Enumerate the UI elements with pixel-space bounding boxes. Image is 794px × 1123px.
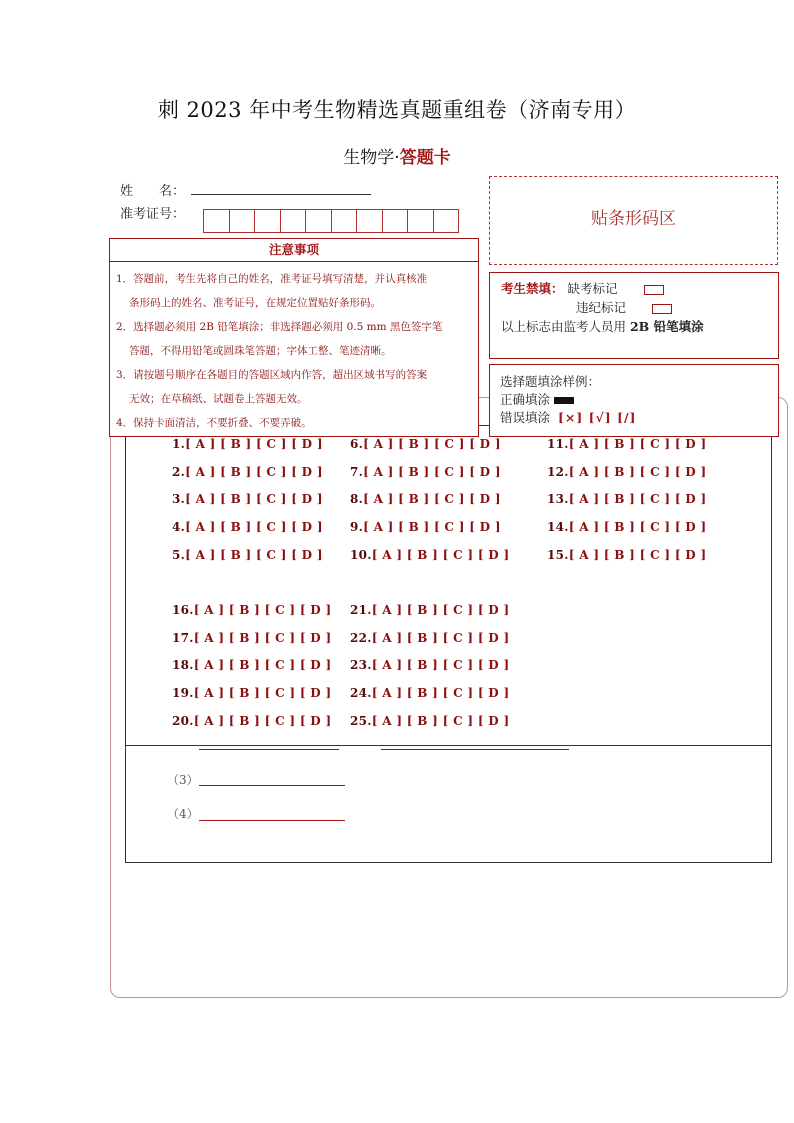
notice-item bbox=[116, 315, 472, 363]
mcq-question-number: 25. bbox=[350, 713, 372, 728]
mcq-question-number: 13. bbox=[547, 492, 569, 507]
mcq-choices[interactable]: [ A ] [ B ] [ C ] [ D ] bbox=[363, 437, 501, 451]
mcq-question-number: 7. bbox=[350, 464, 364, 479]
subtitle-highlight: 答题卡 bbox=[399, 148, 451, 168]
exam-id-boxes bbox=[204, 209, 459, 233]
mcq-question-number: 4. bbox=[172, 520, 186, 535]
mcq-question[interactable] bbox=[172, 548, 323, 562]
mcq-question-number: 17. bbox=[172, 630, 194, 645]
exam-id-box[interactable] bbox=[331, 209, 358, 233]
mcq-question[interactable] bbox=[350, 437, 501, 451]
mcq-question[interactable] bbox=[172, 631, 331, 645]
exam-id-box[interactable] bbox=[229, 209, 256, 233]
mcq-question-number: 5. bbox=[172, 547, 186, 562]
mcq-choices[interactable]: [ A ] [ B ] [ C ] [ D ] bbox=[371, 686, 510, 701]
mcq-question-number: 14. bbox=[547, 520, 569, 535]
mcq-question-number: 1. bbox=[172, 437, 186, 451]
exam-id-box[interactable] bbox=[203, 209, 230, 233]
mcq-choices[interactable]: [ A ] [ B ] [ C ] [ D ] bbox=[193, 630, 332, 645]
notice-line: 4．保持卡面清洁，不要折叠、不要弄破。 bbox=[116, 417, 312, 429]
mcq-question[interactable] bbox=[172, 686, 331, 700]
mcq-question-number: 20. bbox=[172, 713, 194, 728]
mcq-choices[interactable]: [ A ] [ B ] [ C ] [ D ] bbox=[568, 547, 707, 562]
mcq-question-number: 21. bbox=[350, 603, 372, 617]
mcq-choices[interactable]: [ A ] [ B ] [ C ] [ D ] bbox=[568, 520, 707, 535]
proctor-note-bold: 2B 铅笔填涂 bbox=[629, 319, 704, 334]
proctor-label: 考生禁填： bbox=[501, 281, 564, 296]
mcq-choices[interactable]: [ A ] [ B ] [ C ] [ D ] bbox=[363, 492, 501, 507]
mcq-question-number: 16. bbox=[172, 603, 194, 617]
mcq-choices[interactable]: [ A ] [ B ] [ C ] [ D ] bbox=[568, 492, 707, 507]
mcq-question[interactable] bbox=[172, 658, 331, 672]
mcq-question-number: 2. bbox=[172, 464, 186, 479]
mcq-choices[interactable]: [ A ] [ B ] [ C ] [ D ] bbox=[185, 520, 323, 535]
notice-line: 无效；在草稿纸、试题卷上答题无效。 bbox=[129, 393, 308, 405]
mcq-choices[interactable]: [ A ] [ B ] [ C ] [ D ] bbox=[193, 686, 332, 701]
mcq-question-number: 23. bbox=[350, 658, 372, 673]
mcq-question[interactable] bbox=[350, 686, 509, 700]
wrong-fill-label: 错误填涂 bbox=[500, 410, 551, 425]
answer-label-3: （3） bbox=[167, 773, 199, 787]
name-label: 姓 名： bbox=[120, 184, 186, 199]
exam-id-box[interactable] bbox=[382, 209, 409, 233]
exam-id-box[interactable] bbox=[407, 209, 434, 233]
answer-label-4: （4） bbox=[167, 807, 199, 821]
mcq-question[interactable] bbox=[172, 465, 323, 479]
proctor-note: 以上标志由监考人员用 bbox=[501, 319, 630, 334]
mcq-question[interactable] bbox=[350, 492, 501, 506]
mcq-question-number: 22. bbox=[350, 630, 372, 645]
notice-line: 答题，不得用铅笔或圆珠笔答题；字体工整、笔迹清晰。 bbox=[129, 345, 392, 357]
mcq-choices[interactable]: [ A ] [ B ] [ C ] [ D ] bbox=[185, 547, 323, 562]
violation-mark-label: 违纪标记 bbox=[576, 300, 627, 315]
mcq-question[interactable] bbox=[350, 714, 509, 728]
exam-id-box[interactable] bbox=[356, 209, 383, 233]
mcq-choices[interactable]: [ A ] [ B ] [ C ] [ D ] bbox=[185, 464, 323, 479]
notice-heading: 注意事项 bbox=[110, 239, 478, 262]
mcq-question[interactable] bbox=[547, 465, 706, 479]
answer-line-4[interactable] bbox=[199, 820, 345, 821]
mcq-choices[interactable]: [ A ] [ B ] [ C ] [ D ] bbox=[363, 520, 501, 535]
mcq-question-number: 6. bbox=[350, 437, 364, 451]
mcq-question[interactable] bbox=[350, 548, 509, 562]
mcq-question[interactable] bbox=[350, 603, 509, 617]
notice-box bbox=[109, 238, 479, 437]
answer-box-divider bbox=[125, 745, 772, 746]
mcq-question-number: 24. bbox=[350, 686, 372, 701]
mcq-question[interactable] bbox=[172, 603, 331, 617]
notice-item bbox=[116, 411, 472, 435]
mcq-choices[interactable]: [ A ] [ B ] [ C ] [ D ] bbox=[371, 547, 510, 562]
mcq-question-number: 8. bbox=[350, 492, 364, 507]
absent-mark-label: 缺考标记 bbox=[567, 281, 618, 296]
mcq-choices[interactable]: [ A ] [ B ] [ C ] [ D ] bbox=[185, 437, 323, 451]
mcq-question-number: 19. bbox=[172, 686, 194, 701]
mcq-question-number: 10. bbox=[350, 547, 372, 562]
mcq-question-number: 15. bbox=[547, 547, 569, 562]
notice-line: 2．选择题必须用 2B 铅笔填涂；非选择题必须用 0.5 mm 黑色签字笔 bbox=[116, 321, 443, 333]
mcq-choices[interactable]: [ A ] [ B ] [ C ] [ D ] bbox=[193, 658, 332, 673]
mcq-choices[interactable]: [ A ] [ B ] [ C ] [ D ] bbox=[193, 603, 332, 617]
mcq-question[interactable] bbox=[350, 520, 501, 534]
mcq-choices[interactable]: [ A ] [ B ] [ C ] [ D ] bbox=[371, 603, 510, 617]
mcq-choices[interactable]: [ A ] [ B ] [ C ] [ D ] bbox=[371, 630, 510, 645]
mcq-question[interactable] bbox=[350, 631, 509, 645]
exam-id-box[interactable] bbox=[433, 209, 460, 233]
mcq-question[interactable] bbox=[172, 437, 323, 451]
correct-fill-label: 正确填涂 bbox=[500, 392, 551, 407]
exam-id-box[interactable] bbox=[305, 209, 332, 233]
notice-item bbox=[116, 267, 472, 315]
mcq-question[interactable] bbox=[350, 465, 501, 479]
mcq-question-number: 9. bbox=[350, 520, 364, 535]
notice-line: 条形码上的姓名、准考证号，在规定位置贴好条形码。 bbox=[129, 297, 381, 309]
correct-fill-example bbox=[554, 397, 574, 404]
notice-line: 1．答题前，考生先将自己的姓名，准考证号填写清楚，并认真核准 bbox=[116, 273, 428, 285]
mcq-choices[interactable]: [ A ] [ B ] [ C ] [ D ] bbox=[568, 437, 707, 451]
subtitle-prefix: 生物学· bbox=[343, 148, 400, 168]
absent-mark-box[interactable] bbox=[644, 285, 664, 295]
mcq-question-number: 12. bbox=[547, 464, 569, 479]
notice-line: 3．请按题号顺序在各题目的答题区域内作答，超出区域书写的答案 bbox=[116, 369, 428, 381]
mcq-choices[interactable]: [ A ] [ B ] [ C ] [ D ] bbox=[568, 464, 707, 479]
page-subtitle bbox=[0, 143, 794, 168]
mcq-question[interactable] bbox=[547, 492, 706, 506]
mcq-question-number: 3. bbox=[172, 492, 186, 507]
mcq-question[interactable] bbox=[172, 520, 323, 534]
mcq-question-number: 11. bbox=[547, 437, 569, 451]
mcq-question[interactable] bbox=[350, 658, 509, 672]
proctor-marks-box bbox=[489, 272, 779, 359]
mcq-choices[interactable]: [ A ] [ B ] [ C ] [ D ] bbox=[371, 713, 510, 728]
answer-line-2a[interactable] bbox=[199, 749, 339, 750]
mcq-question[interactable] bbox=[547, 437, 706, 451]
barcode-area bbox=[489, 176, 778, 265]
mcq-choices[interactable]: [ A ] [ B ] [ C ] [ D ] bbox=[363, 464, 501, 479]
mcq-question[interactable] bbox=[547, 548, 706, 562]
answer-line-2b[interactable] bbox=[381, 749, 569, 750]
mcq-question[interactable] bbox=[172, 492, 323, 506]
fill-sample-box bbox=[489, 364, 779, 437]
mcq-question[interactable] bbox=[172, 714, 331, 728]
barcode-label: 贴条形码区 bbox=[591, 209, 676, 229]
name-field[interactable] bbox=[191, 194, 371, 195]
page-title: 刺 2023 年中考生物精选真题重组卷（济南专用） bbox=[157, 98, 637, 122]
mcq-choices[interactable]: [ A ] [ B ] [ C ] [ D ] bbox=[185, 492, 323, 507]
exam-id-label: 准考证号： bbox=[120, 207, 186, 222]
exam-id-box[interactable] bbox=[280, 209, 307, 233]
mcq-choices[interactable]: [ A ] [ B ] [ C ] [ D ] bbox=[371, 658, 510, 673]
mcq-question[interactable] bbox=[547, 520, 706, 534]
mcq-choices[interactable]: [ A ] [ B ] [ C ] [ D ] bbox=[193, 713, 332, 728]
answer-line-3[interactable] bbox=[199, 785, 345, 786]
mcq-question-number: 18. bbox=[172, 658, 194, 673]
wrong-fill-examples: [×] [√] [/] bbox=[558, 410, 637, 425]
violation-mark-box[interactable] bbox=[652, 304, 672, 314]
notice-item bbox=[116, 363, 472, 411]
exam-id-box[interactable] bbox=[254, 209, 281, 233]
sample-title: 选择题填涂样例： bbox=[500, 374, 601, 389]
